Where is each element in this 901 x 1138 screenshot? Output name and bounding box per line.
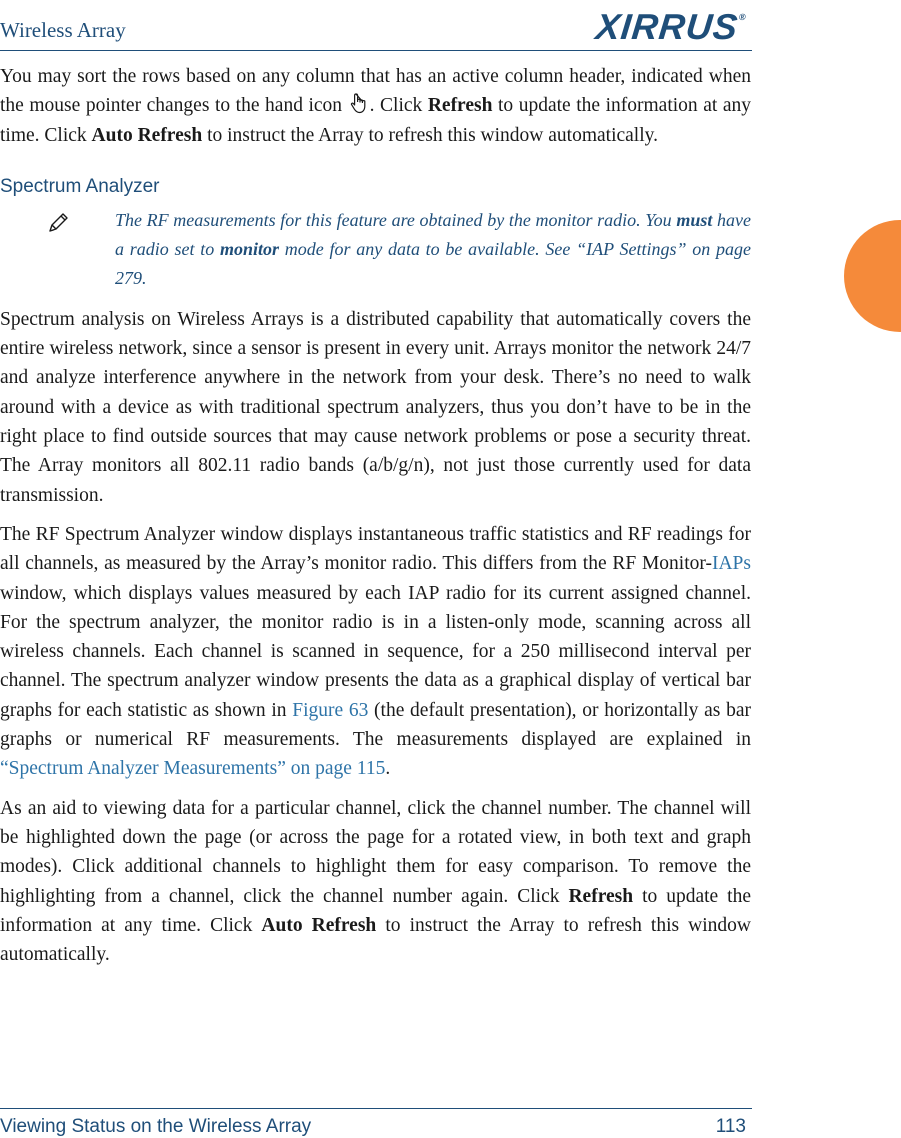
rf-spectrum-paragraph — [0, 520, 751, 784]
note-monitor: monitor — [219, 238, 279, 259]
note-text — [115, 206, 751, 293]
logo-text: XIRRUS — [594, 6, 741, 47]
intro-text-2: . Click — [369, 95, 428, 117]
para3-text-3: to instruct the Array to refresh this window automatically. — [0, 914, 752, 966]
para3-auto-refresh-term: Auto Refresh — [261, 914, 377, 936]
orange-tab-marker — [844, 220, 901, 332]
hand-pointer-icon — [348, 92, 370, 114]
para3-text-2: to update the information at any time. Click — [0, 885, 751, 936]
iaps-link[interactable]: IAPs — [711, 553, 751, 575]
page-header — [0, 0, 752, 51]
intro-text-4: to instruct the Array to refresh this window automatically. — [202, 124, 658, 146]
para2-text-1: The RF Spectrum Analyzer window displays instantaneous traffic statistics and RF readings for all channels, as measured by the Array’s monitor radio. This differs from the RF Monitor- — [0, 523, 751, 575]
para2-text-4: . — [385, 758, 391, 780]
footer-title: Viewing Status on the Wireless Array — [0, 1116, 312, 1137]
header-title: Wireless Array — [0, 18, 126, 42]
spectrum-analysis-paragraph: Spectrum analysis on Wireless Arrays is a distributed capability that automatically covers the entire wireless network, since a sensor is present in every unit. Arrays monitor the network 24/7 and analyze interference anywhere in the network from your desk. There’s no need to walk around with a device as with traditional spectrum analyzers, thus you don’t have to be in the right place to find outside sources that may cause network problems or pose a security threat. The Array monitors all 802.11 radio bands (a/b/g/n), not just those currently used for data transmission. — [0, 308, 751, 506]
para3-text-1: As an aid to viewing data for a particular channel, click the channel number. The channel will be highlighted down the page (or across the page for a rotated view, in both text and graph modes). Click additional channels to highlight them for easy comparison. To remove the highlighting from a channel, click the channel number again. Click — [0, 797, 751, 907]
refresh-term: Refresh — [427, 95, 493, 117]
para2-text-2: window, which displays values measured by each IAP radio for its current assigned channel. For the spectrum analyzer, the monitor radio is in a listen-only mode, scanning across all wireless channels. Each channel is scanned in sequence, for a 250 millisecond interval per channel. The spectrum analyzer window presents the data as a graphical display of vertical bar graphs for each statistic as shown in — [0, 582, 751, 721]
note-text-2: have a radio set to — [115, 209, 751, 259]
page-content — [0, 62, 751, 969]
figure-63-link[interactable]: Figure 63 — [292, 699, 369, 721]
note-text-3: mode for any data to be available. See “IAP Settings” on page 279. — [115, 238, 751, 288]
logo-registered-mark: ® — [738, 12, 748, 22]
section-heading: Spectrum Analyzer — [0, 175, 160, 197]
pencil-note-icon — [47, 212, 69, 234]
auto-refresh-term: Auto Refresh — [91, 124, 203, 146]
note-box — [0, 206, 751, 293]
para3-refresh-term: Refresh — [568, 885, 634, 907]
page-footer — [0, 1108, 752, 1138]
para2-text-3: (the default presentation), or horizontally as bar graphs or numerical RF measurements. The measurements displayed are explained in — [0, 699, 751, 751]
intro-text-3: to update the information at any time. Click — [0, 95, 751, 146]
intro-paragraph — [0, 62, 751, 150]
note-must: must — [676, 209, 713, 230]
note-text-1: The RF measurements for this feature are obtained by the monitor radio. You — [115, 209, 677, 230]
channel-highlight-paragraph — [0, 794, 751, 970]
intro-text-1: You may sort the rows based on any column that has an active column header, indicated when the mouse pointer changes to the hand icon — [0, 66, 751, 117]
measurements-link[interactable]: “Spectrum Analyzer Measurements” on page 115 — [0, 758, 386, 780]
xirrus-logo — [594, 6, 748, 48]
page-number: 113 — [715, 1116, 746, 1137]
